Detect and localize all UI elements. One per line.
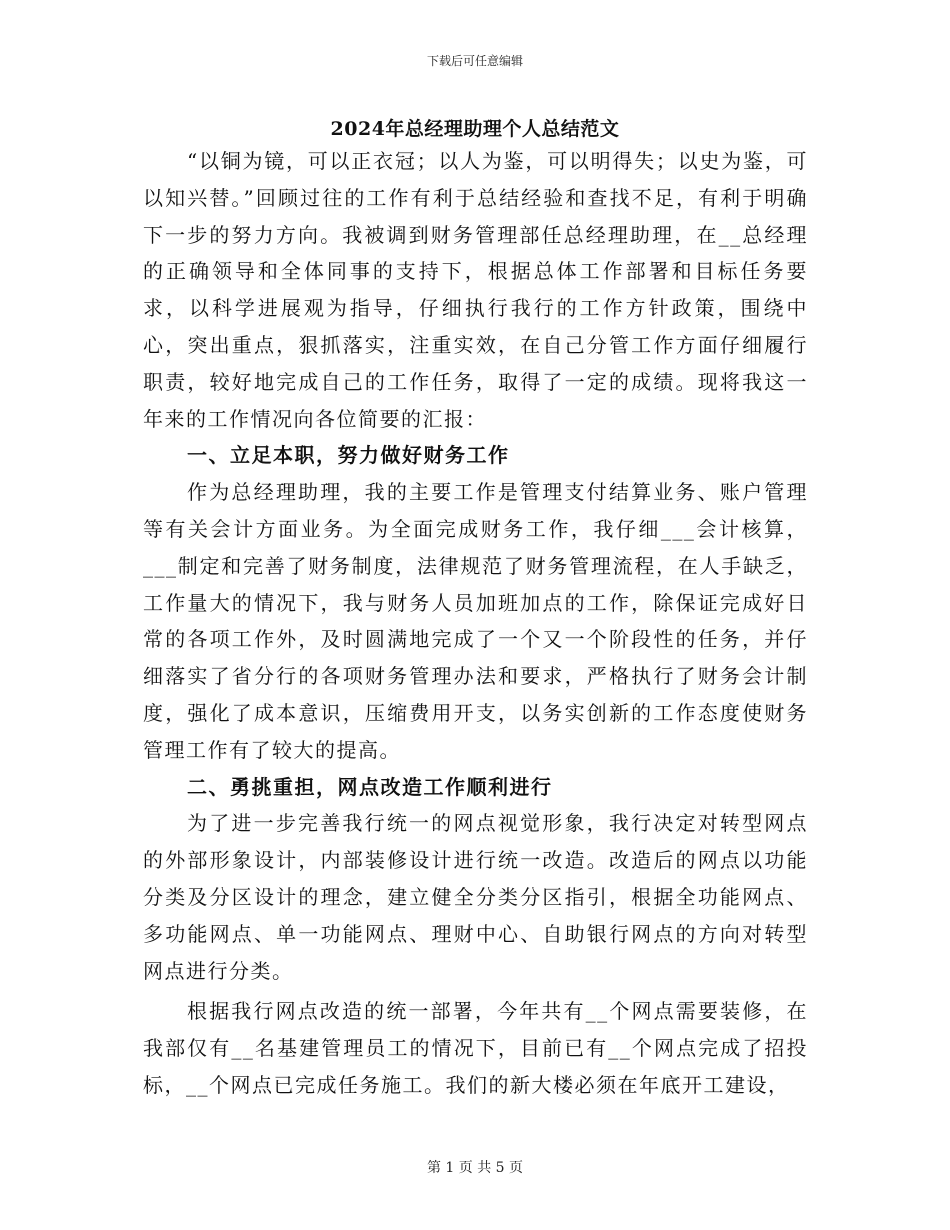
section-2-paragraph-1: 为了进一步完善我行统一的网点视觉形象，我行决定对转型网点的外部形象设计，内部装修设计进行统一改造。改造后的网点以功能分类及分区设计的理念，建立健全分类分区指引，根据全功能网点、多功能网点、单一功能网点、理财中心、自助银行网点的方向对转型网点进行分类。: [143, 811, 808, 983]
intro-paragraph: “以铜为镜，可以正衣冠；以人为鉴，可以明得失；以史为鉴，可以知兴替。”回顾过往的工作有利于总结经验和查找不足，有利于明确下一步的努力方向。我被调到财务管理部任总经理助理，在__总经理的正确领导和全体同事的支持下，根据总体工作部署和目标任务要求，以科学进展观为指导，仔细执行我行的工作方针政策，围绕中心，突出重点，狠抓落实，注重实效，在自己分管工作方面仔细履行职责，较好地完成自己的工作任务，取得了一定的成绩。现将我这一年来的工作情况向各位简要的汇报：: [143, 149, 808, 431]
section-heading-1: 一、立足本职，努力做好财务工作: [187, 443, 510, 468]
document-title: 2024年总经理助理个人总结范文: [330, 118, 620, 140]
header-note: 下载后可任意编辑: [426, 54, 523, 68]
section-2-paragraph-2: 根据我行网点改造的统一部署，今年共有__个网点需要装修，在我部仅有__名基建管理员工的情况下，目前已有__个网点完成了招投标，__个网点已完成任务施工。我们的新大楼必须在年底开工建设，: [143, 999, 808, 1097]
document-body: [143, 143, 808, 1104]
page-number: 第 1 页 共 5 页: [426, 1160, 524, 1176]
section-1-paragraph: 作为总经理助理，我的主要工作是管理支付结算业务、账户管理等有关会计方面业务。为全面完成财务工作，我仔细___会计核算，___制定和完善了财务制度，法律规范了财务管理流程，在人手缺乏，工作量大的情况下，我与财务人员加班加点的工作，除保证完成好日常的各项工作外，及时圆满地完成了一个又一个阶段性的任务，并仔细落实了省分行的各项财务管理办法和要求，严格执行了财务会计制度，强化了成本意识，压缩费用开支，以务实创新的工作态度使财务管理工作有了较大的提高。: [143, 480, 808, 762]
section-heading-2: 二、勇挑重担，网点改造工作顺利进行: [187, 774, 553, 799]
